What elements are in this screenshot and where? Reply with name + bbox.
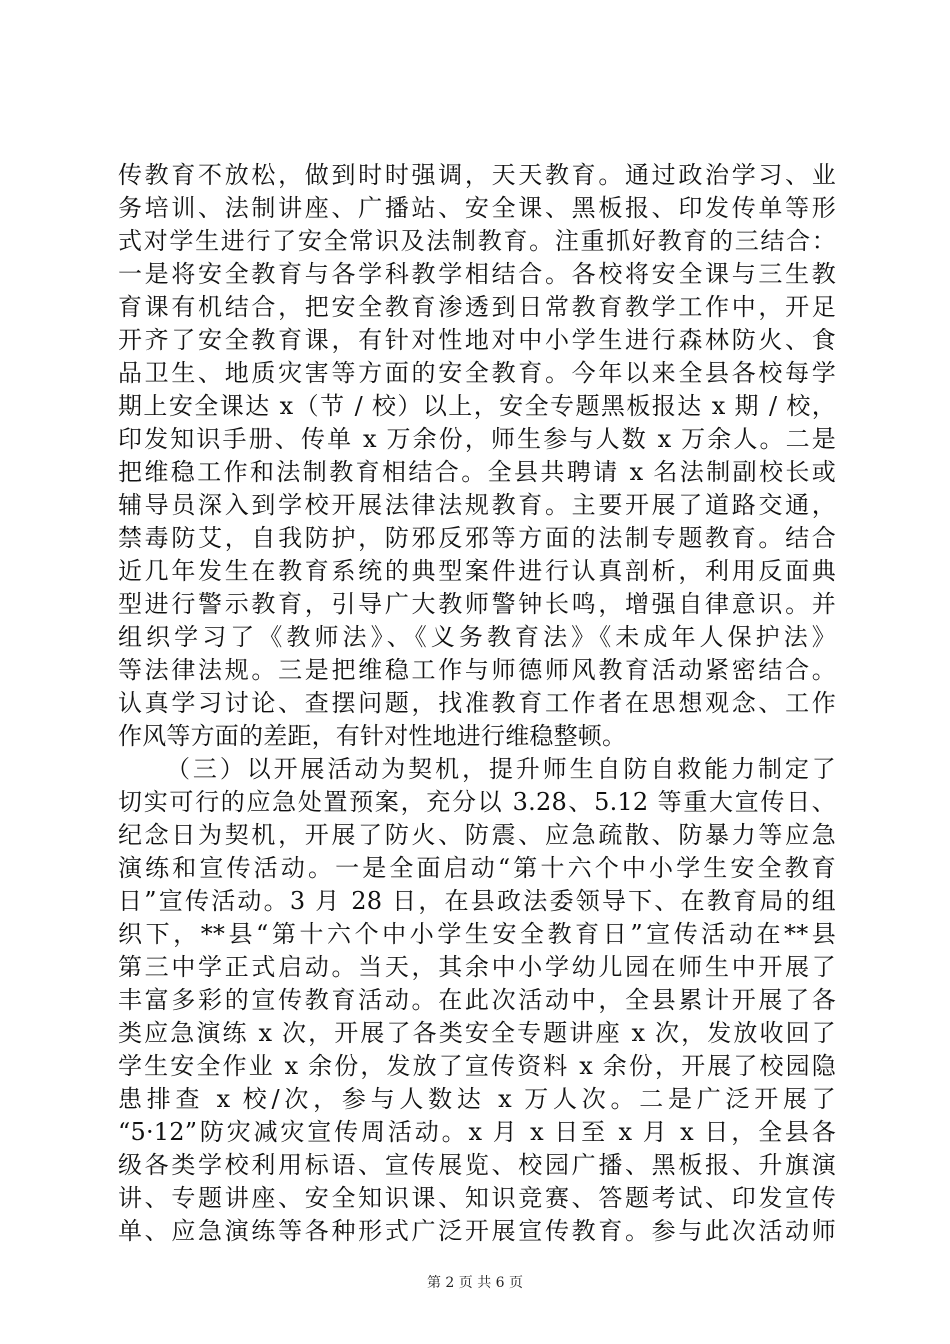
text-line: 开齐了安全教育课，有针对性地对中小学生进行森林防火、食 (118, 326, 836, 354)
text-line: 演练和宣传活动。一是全面启动“第十六个中小学生安全教育 (118, 854, 836, 882)
text-line: 育课有机结合，把安全教育渗透到日常教育教学工作中，开足 (118, 293, 836, 321)
text-line: 纪念日为契机，开展了防火、防震、应急疏散、防暴力等应急 (118, 821, 836, 849)
page-number-footer: 第 2 页 共 6 页 (426, 1275, 524, 1291)
text-line: 学生安全作业 x 余份，发放了宣传资料 x 余份，开展了校园隐 (118, 1052, 836, 1080)
text-line: 一是将安全教育与各学科教学相结合。各校将安全课与三生教 (118, 260, 836, 288)
text-line: 把维稳工作和法制教育相结合。全县共聘请 x 名法制副校长或 (118, 458, 836, 486)
text-line: 织下，**县“第十六个中小学生安全教育日”宣传活动在**县 (118, 920, 836, 948)
text-line: 品卫生、地质灾害等方面的安全教育。今年以来全县各校每学 (118, 359, 836, 387)
text-line: 式对学生进行了安全常识及法制教育。注重抓好教育的三结合： (118, 227, 836, 255)
text-line: 传教育不放松，做到时时强调，天天教育。通过政治学习、业 (118, 161, 836, 189)
text-line: 等法律法规。三是把维稳工作与师德师风教育活动紧密结合。 (118, 656, 836, 684)
text-line: “5·12”防灾减灾宣传周活动。x 月 x 日至 x 月 x 日，全县各 (118, 1118, 836, 1146)
text-line: 组织学习了《教师法》、《义务教育法》《未成年人保护法》 (118, 623, 836, 651)
text-line: 禁毒防艾，自我防护，防邪反邪等方面的法制专题教育。结合 (118, 524, 836, 552)
section-heading-line: （三）以开展活动为契机，提升师生自防自救能力制定了 (166, 755, 836, 783)
text-line: 丰富多彩的宣传教育活动。在此次活动中，全县累计开展了各 (118, 986, 836, 1014)
text-line: 辅导员深入到学校开展法律法规教育。主要开展了道路交通， (118, 491, 836, 519)
text-line: 患排查 x 校/次，参与人数达 x 万人次。二是广泛开展了 (118, 1085, 836, 1113)
text-line: 第三中学正式启动。当天，其余中小学幼儿园在师生中开展了 (118, 953, 836, 981)
text-line: 务培训、法制讲座、广播站、安全课、黑板报、印发传单等形 (118, 194, 836, 222)
text-line: 型进行警示教育，引导广大教师警钟长鸣，增强自律意识。并 (118, 590, 836, 618)
text-line: 级各类学校利用标语、宣传展览、校园广播、黑板报、升旗演 (118, 1151, 836, 1179)
body-text (118, 159, 836, 1248)
text-line: 日”宣传活动。3 月 28 日，在县政法委领导下、在教育局的组 (118, 887, 836, 915)
text-line: 作风等方面的差距，有针对性地进行维稳整顿。 (118, 722, 627, 750)
text-line: 类应急演练 x 次，开展了各类安全专题讲座 x 次，发放收回了 (118, 1019, 836, 1047)
text-line: 印发知识手册、传单 x 万余份，师生参与人数 x 万余人。二是 (118, 425, 836, 453)
text-line: 认真学习讨论、查摆问题，找准教育工作者在思想观念、工作 (118, 689, 836, 717)
text-line: 近几年发生在教育系统的典型案件进行认真剖析，利用反面典 (118, 557, 836, 585)
text-line: 讲、专题讲座、安全知识课、知识竞赛、答题考试、印发宣传 (118, 1184, 836, 1212)
text-line: 切实可行的应急处置预案，充分以 3.28、5.12 等重大宣传日、 (118, 788, 836, 816)
text-line: 单、应急演练等各种形式广泛开展宣传教育。参与此次活动师 (118, 1217, 836, 1245)
text-line: 期上安全课达 x（节 / 校）以上，安全专题黑板报达 x 期 / 校， (118, 392, 836, 420)
